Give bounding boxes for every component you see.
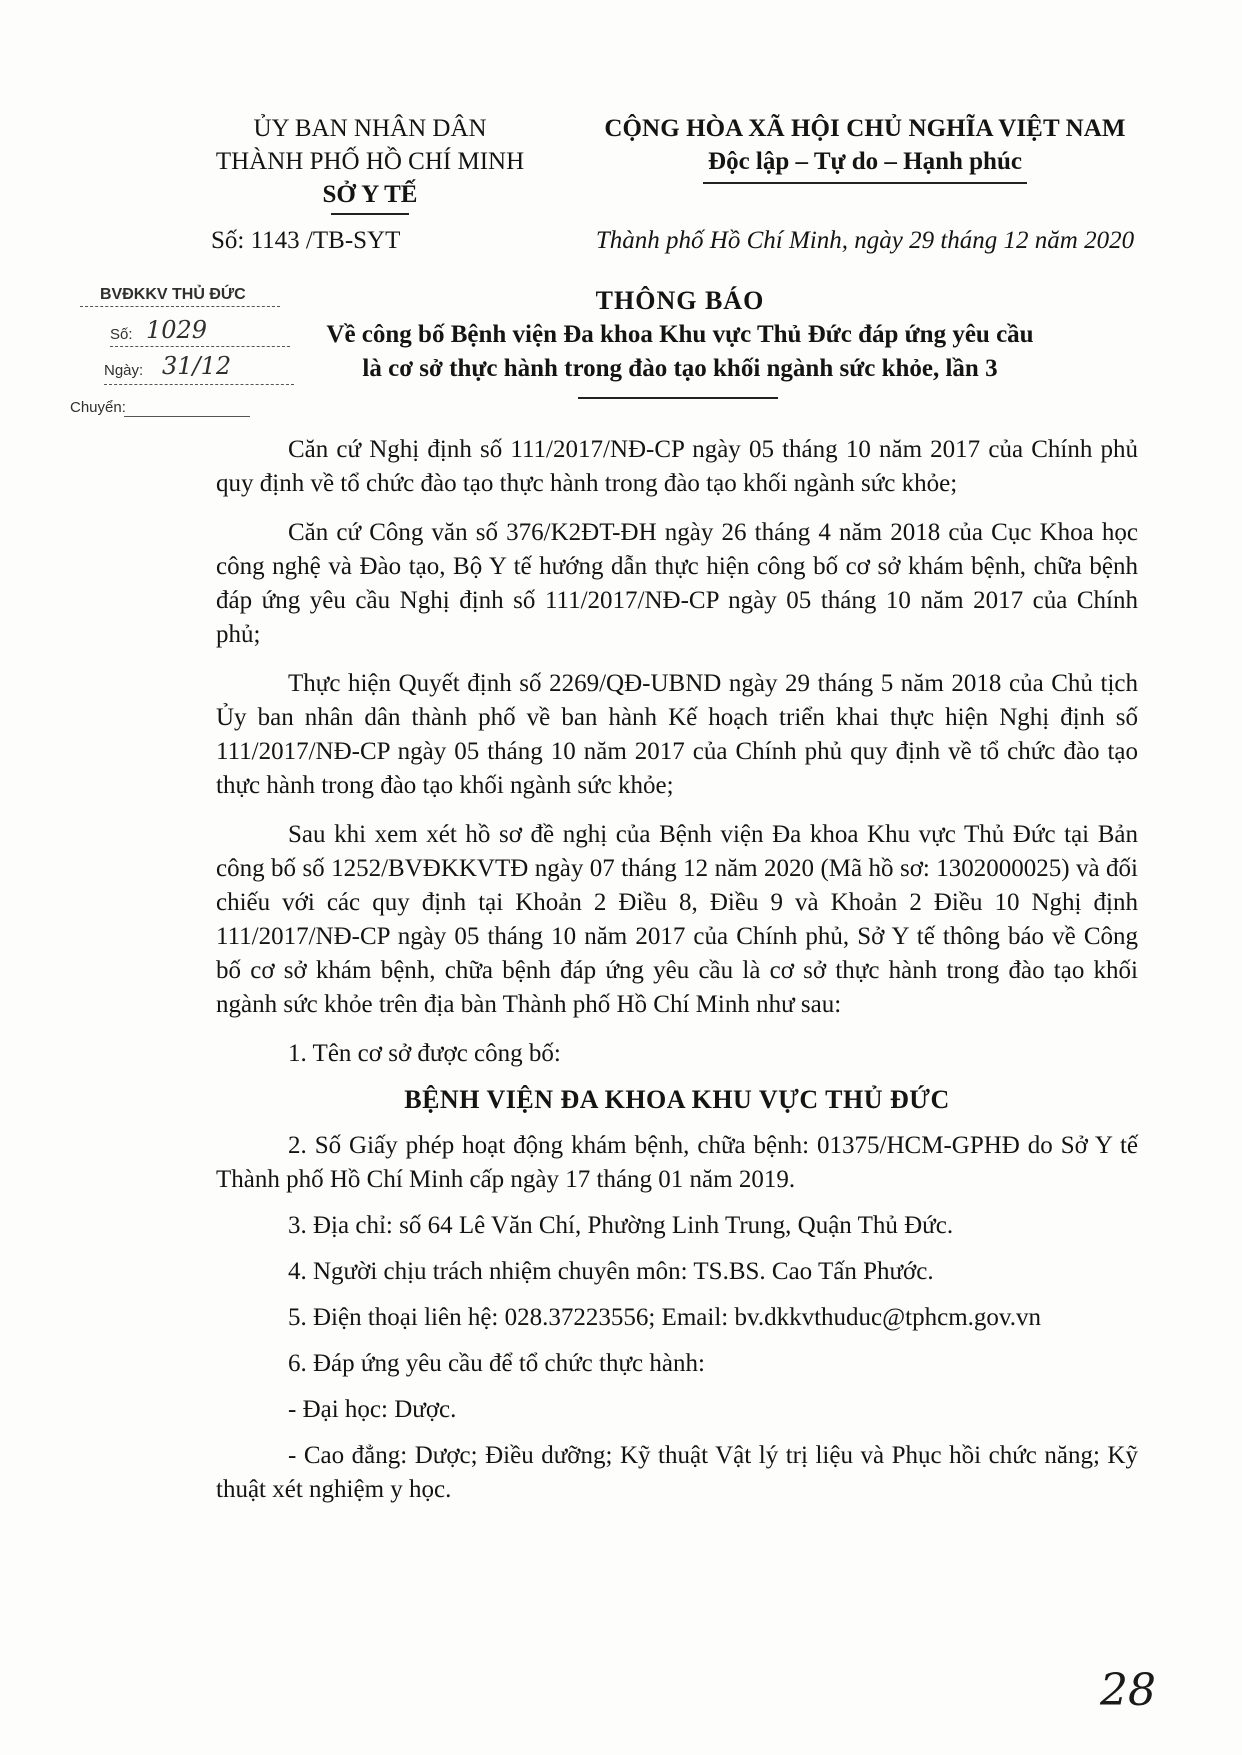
item-5: 5. Điện thoại liên hệ: 028.37223556; Email: bv.dkkvthuduc@tphcm.gov.vn: [288, 1304, 1042, 1331]
notice-body: [216, 433, 1138, 1519]
stamp-line-2: [110, 346, 290, 347]
item-3: 3. Địa chỉ: số 64 Lê Văn Chí, Phường Linh Trung, Quận Thủ Đức.: [288, 1212, 954, 1239]
notice-subject-line-2: là cơ sở thực hành trong đào tạo khối ngành sức khỏe, lần 3: [362, 355, 998, 382]
handwritten-page-number: 28: [1100, 1665, 1156, 1716]
review-paragraph: Sau khi xem xét hồ sơ đề nghị của Bệnh viện Đa khoa Khu vực Thủ Đức tại Bản công bố số 1252/BVĐKKVTĐ ngày 07 tháng 12 năm 2020 (Mã hồ sơ: 1302000025) và đối chiếu với các quy định tại Khoản 2 Điều 8, Điều 9 và Khoản 2 Điều 10 Nghị định 111/2017/NĐ-CP ngày 05 tháng 10 năm 2017 của Chính phủ, Sở Y tế thông báo về Công bố cơ sở khám bệnh, chữa bệnh đáp ứng yêu cầu là cơ sở thực hành trong đào tạo khối ngành sức khỏe trên địa bàn Thành phố Hồ Chí Minh như sau:: [216, 821, 1138, 1018]
stamp-date-value: 31/12: [162, 352, 232, 380]
received-stamp: [70, 286, 310, 454]
item-2: 2. Số Giấy phép hoạt động khám bệnh, chữa bệnh: 01375/HCM-GPHĐ do Sở Y tế Thành phố Hồ Chí Minh cấp ngày 17 tháng 01 năm 2019.: [216, 1132, 1138, 1193]
title-underline: [578, 397, 778, 399]
place-date: Thành phố Hồ Chí Minh, ngày 29 tháng 12 năm 2020: [595, 227, 1135, 254]
item-6-college: - Cao đẳng: Dược; Điều dưỡng; Kỹ thuật Vật lý trị liệu và Phục hồi chức năng; Kỹ thuật xét nghiệm y học.: [216, 1442, 1138, 1503]
item-1: 1. Tên cơ sở được công bố:: [288, 1040, 561, 1067]
notice-heading: THÔNG BÁO: [595, 286, 765, 315]
stamp-number-value: 1029: [146, 316, 208, 344]
basis-paragraph-1: Căn cứ Nghị định số 111/2017/NĐ-CP ngày 05 tháng 10 năm 2017 của Chính phủ quy định về tổ chức đào tạo thực hành trong đào tạo khối ngành sức khỏe;: [216, 436, 1138, 497]
notice-subject-line-1: Về công bố Bệnh viện Đa khoa Khu vực Thủ Đức đáp ứng yêu cầu: [326, 321, 1034, 348]
motto-underline: [703, 182, 1027, 184]
stamp-line-1: [80, 306, 280, 307]
department-underline: [331, 213, 409, 215]
national-motto: Độc lập – Tự do – Hạnh phúc: [708, 148, 1022, 175]
item-6-university: - Đại học: Dược.: [288, 1396, 457, 1423]
stamp-line-3: [104, 384, 294, 385]
document-number: Số: 1143 /TB-SYT: [211, 227, 401, 254]
department-name: SỞ Y TẾ: [322, 181, 418, 208]
stamp-transfer-label: Chuyển:: [70, 399, 126, 416]
stamp-org: BVĐKKV THỦ ĐỨC: [100, 286, 246, 303]
item-4: 4. Người chịu trách nhiệm chuyên môn: TS.BS. Cao Tấn Phước.: [288, 1258, 934, 1285]
stamp-number-label: Số:: [110, 326, 133, 343]
stamp-line-4: [124, 416, 250, 417]
item-6: 6. Đáp ứng yêu cầu để tổ chức thực hành:: [288, 1350, 705, 1377]
basis-paragraph-2: Căn cứ Công văn số 376/K2ĐT-ĐH ngày 26 tháng 4 năm 2018 của Cục Khoa học công nghệ và Đào tạo, Bộ Y tế hướng dẫn thực hiện công bố cơ sở khám bệnh, chữa bệnh đáp ứng yêu cầu Nghị định số 111/2017/NĐ-CP ngày 05 tháng 10 năm 2017 của Chính phủ;: [216, 519, 1138, 648]
agency-line-1: ỦY BAN NHÂN DÂN: [253, 115, 487, 142]
nation-title: CỘNG HÒA XÃ HỘI CHỦ NGHĨA VIỆT NAM: [604, 115, 1126, 142]
stamp-date-label: Ngày:: [104, 362, 144, 379]
agency-line-2: THÀNH PHỐ HỒ CHÍ MINH: [215, 148, 525, 175]
issuing-agency-block: [195, 112, 545, 254]
facility-name: BỆNH VIỆN ĐA KHOA KHU VỰC THỦ ĐỨC: [404, 1085, 950, 1114]
basis-paragraph-3: Thực hiện Quyết định số 2269/QĐ-UBND ngày 29 tháng 5 năm 2018 của Chủ tịch Ủy ban nhân dân thành phố về ban hành Kế hoạch triển khai thực hiện Nghị định số 111/2017/NĐ-CP ngày 05 tháng 10 năm 2017 của Chính phủ quy định về tổ chức đào tạo thực hành trong đào tạo khối ngành sức khỏe;: [216, 670, 1138, 799]
national-header-block: [565, 112, 1165, 254]
